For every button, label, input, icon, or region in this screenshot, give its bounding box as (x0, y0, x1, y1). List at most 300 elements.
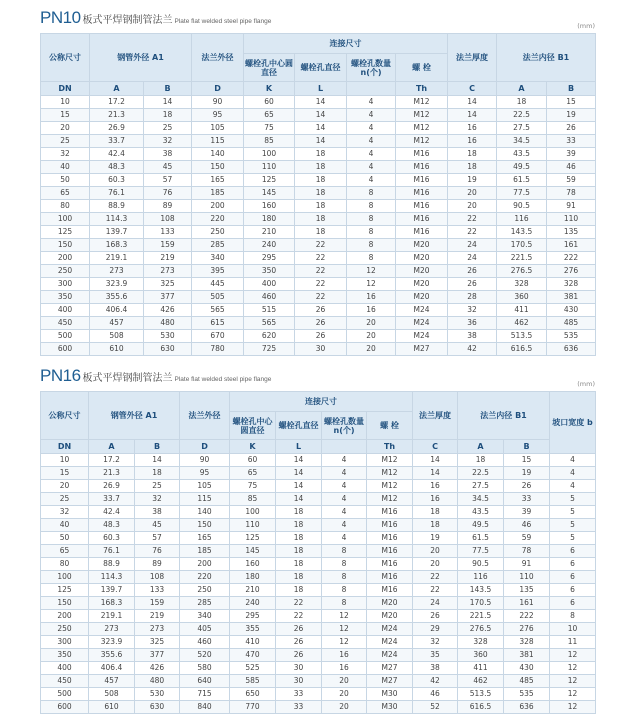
table-cell: 78 (547, 187, 596, 200)
table-cell: 46 (413, 688, 458, 701)
table-cell: 18 (276, 571, 322, 584)
table-cell: M16 (367, 584, 413, 597)
table-cell: 49.5 (497, 161, 547, 174)
table-cell: 508 (89, 688, 135, 701)
table-cell: M24 (367, 649, 413, 662)
table-cell: 185 (192, 187, 244, 200)
table-cell: 90.5 (458, 558, 504, 571)
table-cell: 600 (41, 701, 89, 714)
table-cell: 76.1 (90, 187, 144, 200)
table-cell: 100 (41, 571, 89, 584)
table-cell: 16 (413, 493, 458, 506)
table-row (41, 584, 596, 597)
table-cell: 22 (295, 291, 347, 304)
table-cell: 5 (550, 519, 596, 532)
table-cell: 406.4 (89, 662, 135, 675)
table-cell: 616.5 (458, 701, 504, 714)
pn16-title (40, 367, 271, 388)
table-cell: 535 (504, 688, 550, 701)
table-cell: 42.4 (89, 506, 135, 519)
table-cell: 285 (180, 597, 230, 610)
table-cell: M12 (367, 454, 413, 467)
table-cell: M30 (367, 701, 413, 714)
table-cell: 14 (413, 467, 458, 480)
table-cell: 14 (448, 96, 497, 109)
table-cell: M16 (396, 174, 448, 187)
table-cell: 12 (322, 636, 367, 649)
pn10-sym-c: C (448, 82, 497, 96)
table-row (41, 506, 596, 519)
table-cell: 180 (230, 571, 276, 584)
table-cell: 140 (180, 506, 230, 519)
pn16-header-thickness: 法兰厚度 (413, 392, 458, 440)
table-cell: 114.3 (89, 571, 135, 584)
table-cell: 26 (448, 265, 497, 278)
table-cell: 18 (295, 187, 347, 200)
table-cell: 150 (192, 161, 244, 174)
table-cell: 133 (135, 584, 180, 597)
table-cell: 325 (135, 636, 180, 649)
table-cell: 10 (41, 96, 90, 109)
table-cell: 115 (180, 493, 230, 506)
table-cell: 410 (230, 636, 276, 649)
table-cell: 4 (322, 519, 367, 532)
pn10-header-inner: 法兰内径 B1 (497, 34, 596, 82)
table-cell: 88.9 (90, 200, 144, 213)
table-cell: M12 (396, 135, 448, 148)
table-cell: 26 (295, 317, 347, 330)
table-cell: 65 (41, 187, 90, 200)
pn10-sym-dn: DN (41, 82, 90, 96)
table-cell: 12 (550, 688, 596, 701)
table-cell: 276.5 (458, 623, 504, 636)
pn16-sym-a: A (89, 440, 135, 454)
table-cell: 145 (230, 545, 276, 558)
table-row (41, 161, 596, 174)
table-cell: 20 (322, 675, 367, 688)
table-cell: 610 (90, 343, 144, 356)
pn10-sym-n (347, 82, 396, 96)
table-cell: 8 (322, 545, 367, 558)
pn10-table-body (41, 96, 596, 356)
table-cell: 200 (41, 610, 89, 623)
table-cell: 6 (550, 545, 596, 558)
table-row (41, 226, 596, 239)
table-cell: 150 (180, 519, 230, 532)
table-cell: 150 (41, 239, 90, 252)
table-cell: 457 (90, 317, 144, 330)
table-cell: 52 (413, 701, 458, 714)
table-row (41, 278, 596, 291)
table-cell: 480 (144, 317, 192, 330)
table-cell: 33.7 (89, 493, 135, 506)
table-cell: 406.4 (90, 304, 144, 317)
table-row (41, 701, 596, 714)
table-cell: 165 (192, 174, 244, 187)
table-cell: 170.5 (458, 597, 504, 610)
table-cell: M16 (396, 161, 448, 174)
table-cell: 8 (322, 558, 367, 571)
table-cell: M20 (396, 239, 448, 252)
table-cell: 22 (295, 239, 347, 252)
table-cell: 221.5 (458, 610, 504, 623)
table-cell: 18 (448, 148, 497, 161)
table-cell: 4 (322, 467, 367, 480)
table-cell: 18 (276, 532, 322, 545)
table-cell: 45 (144, 161, 192, 174)
table-cell: 18 (448, 161, 497, 174)
table-cell: 426 (135, 662, 180, 675)
table-cell: 16 (448, 135, 497, 148)
table-cell: M12 (396, 122, 448, 135)
table-cell: 50 (41, 532, 89, 545)
table-cell: 30 (276, 662, 322, 675)
table-cell: 18 (276, 519, 322, 532)
table-cell: 80 (41, 200, 90, 213)
table-cell: 8 (347, 239, 396, 252)
table-cell: 75 (230, 480, 276, 493)
table-cell: 8 (347, 252, 396, 265)
table-cell: 276 (547, 265, 596, 278)
table-cell: 57 (144, 174, 192, 187)
table-cell: 770 (230, 701, 276, 714)
table-cell: 4 (550, 454, 596, 467)
table-cell: M16 (396, 148, 448, 161)
table-cell: 24 (448, 252, 497, 265)
pn16-table-body (41, 454, 596, 714)
table-cell: 450 (41, 675, 89, 688)
table-cell: 65 (41, 545, 89, 558)
table-cell: 10 (550, 623, 596, 636)
table-cell: 46 (547, 161, 596, 174)
table-cell: 513.5 (458, 688, 504, 701)
table-cell: 500 (41, 688, 89, 701)
table-cell: 636 (547, 343, 596, 356)
table-cell: M24 (396, 317, 448, 330)
pn10-sym-k: K (244, 82, 295, 96)
table-cell: M20 (396, 252, 448, 265)
table-cell: 24 (413, 597, 458, 610)
table-cell: 276 (504, 623, 550, 636)
table-cell: 715 (180, 688, 230, 701)
table-cell: 116 (497, 213, 547, 226)
table-cell: 400 (41, 304, 90, 317)
table-cell: 620 (244, 330, 295, 343)
table-cell: 26 (413, 610, 458, 623)
table-cell: 20 (347, 343, 396, 356)
pn10-header-nominal: 公称尺寸 (41, 34, 90, 82)
table-cell: 43.5 (497, 148, 547, 161)
table-cell: 139.7 (89, 584, 135, 597)
pn16-title-cn: 板式平焊钢制管法兰 (82, 373, 173, 384)
table-cell: M12 (367, 480, 413, 493)
table-cell: 160 (230, 558, 276, 571)
table-cell: 25 (135, 480, 180, 493)
table-cell: 26.9 (90, 122, 144, 135)
table-row (41, 213, 596, 226)
pn16-header-bevel: 坡口宽度 b (550, 392, 596, 454)
table-cell: 145 (244, 187, 295, 200)
table-cell: 505 (192, 291, 244, 304)
pn10-header-flange-od: 法兰外径 (192, 34, 244, 82)
pn10-sym-l: L (295, 82, 347, 96)
table-cell: 355 (230, 623, 276, 636)
table-cell: 65 (230, 467, 276, 480)
table-cell: 273 (90, 265, 144, 278)
table-cell: 355.6 (89, 649, 135, 662)
table-row (41, 252, 596, 265)
table-cell: 39 (504, 506, 550, 519)
table-cell: 411 (458, 662, 504, 675)
table-cell: 18 (295, 226, 347, 239)
table-cell: 323.9 (90, 278, 144, 291)
pn10-section (40, 10, 595, 356)
table-cell: M27 (396, 343, 448, 356)
table-cell: 18 (276, 545, 322, 558)
table-cell: M24 (396, 304, 448, 317)
pn16-sym-n (322, 440, 367, 454)
table-cell: 150 (41, 597, 89, 610)
table-cell: 140 (192, 148, 244, 161)
table-cell: 4 (322, 454, 367, 467)
table-cell: 22.5 (458, 467, 504, 480)
table-cell: 8 (347, 187, 396, 200)
table-cell: 89 (144, 200, 192, 213)
pn10-sym-th: Th (396, 82, 448, 96)
table-cell: 360 (458, 649, 504, 662)
table-cell: 285 (192, 239, 244, 252)
table-cell: 273 (135, 623, 180, 636)
table-cell: 159 (144, 239, 192, 252)
table-row (41, 330, 596, 343)
table-cell: M16 (396, 213, 448, 226)
table-row (41, 597, 596, 610)
table-cell: 28 (448, 291, 497, 304)
pn10-sym-inner-b: B (547, 82, 596, 96)
table-cell: 328 (547, 278, 596, 291)
table-cell: 340 (192, 252, 244, 265)
table-cell: 21.3 (89, 467, 135, 480)
table-cell: 30 (276, 675, 322, 688)
table-cell: 100 (41, 213, 90, 226)
table-cell: 14 (413, 454, 458, 467)
table-cell: 12 (550, 675, 596, 688)
table-cell: 19 (504, 467, 550, 480)
table-cell: 4 (322, 493, 367, 506)
pn10-header-pipe-od: 钢管外径 A1 (90, 34, 192, 82)
table-cell: 20 (413, 545, 458, 558)
table-cell: 725 (244, 343, 295, 356)
table-cell: 328 (504, 636, 550, 649)
table-row (41, 109, 596, 122)
table-cell: 30 (295, 343, 347, 356)
table-cell: M27 (367, 662, 413, 675)
table-cell: 445 (192, 278, 244, 291)
table-cell: 12 (347, 278, 396, 291)
table-cell: 430 (547, 304, 596, 317)
table-cell: M20 (396, 291, 448, 304)
table-cell: 219 (144, 252, 192, 265)
table-cell: 90 (192, 96, 244, 109)
table-cell: 565 (244, 317, 295, 330)
table-cell: 18 (295, 161, 347, 174)
table-cell: 26 (504, 480, 550, 493)
table-cell: 240 (244, 239, 295, 252)
table-cell: 19 (413, 532, 458, 545)
table-cell: 6 (550, 558, 596, 571)
table-cell: 615 (192, 317, 244, 330)
table-cell: 18 (295, 174, 347, 187)
table-cell: 185 (180, 545, 230, 558)
table-cell: M12 (367, 493, 413, 506)
table-cell: 89 (135, 558, 180, 571)
table-cell: M20 (367, 597, 413, 610)
table-cell: 40 (41, 161, 90, 174)
table-cell: 4 (347, 135, 396, 148)
table-cell: 457 (89, 675, 135, 688)
table-cell: 200 (180, 558, 230, 571)
table-cell: 18 (144, 109, 192, 122)
table-row (41, 480, 596, 493)
table-cell: 26.9 (89, 480, 135, 493)
table-cell: 480 (135, 675, 180, 688)
table-cell: 38 (413, 662, 458, 675)
pn16-header-connection: 连接尺寸 (230, 392, 413, 412)
table-cell: 220 (192, 213, 244, 226)
table-cell: 91 (504, 558, 550, 571)
table-cell: 135 (504, 584, 550, 597)
table-cell: 360 (497, 291, 547, 304)
table-cell: 24 (448, 239, 497, 252)
table-cell: 14 (448, 109, 497, 122)
table-cell: 18 (295, 200, 347, 213)
table-cell: 125 (41, 226, 90, 239)
table-cell: 328 (458, 636, 504, 649)
table-cell: 90 (180, 454, 230, 467)
table-row (41, 200, 596, 213)
table-cell: 110 (547, 213, 596, 226)
table-cell: 32 (135, 493, 180, 506)
table-cell: 20 (41, 480, 89, 493)
pn10-title-en: Plate flat welded steel pipe flange (174, 18, 272, 25)
table-cell: 485 (504, 675, 550, 688)
table-cell: 115 (192, 135, 244, 148)
pn16-sym-inner-a: A (458, 440, 504, 454)
table-cell: 508 (90, 330, 144, 343)
pn10-unit: (mm) (577, 22, 595, 30)
table-cell: M16 (396, 187, 448, 200)
table-cell: 15 (41, 109, 90, 122)
table-row (41, 174, 596, 187)
pn16-header-pipe-od: 钢管外径 A1 (89, 392, 180, 440)
table-row (41, 662, 596, 675)
table-cell: M16 (367, 519, 413, 532)
table-cell: 200 (41, 252, 90, 265)
table-cell: M24 (396, 330, 448, 343)
table-row (41, 135, 596, 148)
table-cell: 400 (244, 278, 295, 291)
table-cell: 33 (276, 701, 322, 714)
table-cell: 76 (135, 545, 180, 558)
table-cell: 77.5 (458, 545, 504, 558)
table-cell: 139.7 (90, 226, 144, 239)
table-cell: 350 (41, 649, 89, 662)
table-cell: 18 (295, 148, 347, 161)
table-cell: 18 (497, 96, 547, 109)
table-cell: 630 (144, 343, 192, 356)
table-cell: 4 (347, 96, 396, 109)
table-cell: 426 (144, 304, 192, 317)
pn10-title-row (40, 10, 595, 30)
table-cell: 5 (550, 493, 596, 506)
table-cell: 26 (295, 330, 347, 343)
table-cell: 22 (295, 265, 347, 278)
pn16-header-bolt-hole: 螺栓孔直径 (276, 412, 322, 440)
table-cell: 110 (504, 571, 550, 584)
table-cell: 12 (550, 662, 596, 675)
table-cell: 462 (458, 675, 504, 688)
table-cell: M27 (367, 675, 413, 688)
table-cell: 33 (276, 688, 322, 701)
pn10-title (40, 9, 271, 30)
table-cell: 210 (230, 584, 276, 597)
table-cell: 430 (504, 662, 550, 675)
table-cell: 462 (497, 317, 547, 330)
table-cell: 4 (550, 467, 596, 480)
table-cell: M20 (367, 610, 413, 623)
table-cell: 61.5 (458, 532, 504, 545)
table-row (41, 96, 596, 109)
table-cell: 16 (413, 480, 458, 493)
table-cell: M16 (396, 226, 448, 239)
table-cell: M12 (396, 96, 448, 109)
table-cell: 61.5 (497, 174, 547, 187)
table-row (41, 636, 596, 649)
table-cell: 59 (547, 174, 596, 187)
table-cell: 12 (550, 649, 596, 662)
table-cell: 535 (547, 330, 596, 343)
table-cell: 80 (41, 558, 89, 571)
table-cell: 125 (244, 174, 295, 187)
table-cell: 295 (230, 610, 276, 623)
table-row (41, 558, 596, 571)
pn16-header-bolt: 螺 栓 (367, 412, 413, 440)
table-cell: M16 (367, 558, 413, 571)
table-cell: 18 (135, 467, 180, 480)
table-cell: 20 (347, 330, 396, 343)
table-cell: 22 (295, 252, 347, 265)
table-cell: 14 (276, 480, 322, 493)
table-cell: 580 (180, 662, 230, 675)
table-cell: 5 (550, 532, 596, 545)
table-cell: 16 (322, 649, 367, 662)
table-cell: 48.3 (89, 519, 135, 532)
table-cell: 20 (322, 701, 367, 714)
table-cell: 26 (276, 649, 322, 662)
table-cell: 5 (550, 506, 596, 519)
pn10-header-bolt-hole: 螺栓孔直径 (295, 54, 347, 82)
table-cell: 125 (230, 532, 276, 545)
table-cell: 17.2 (90, 96, 144, 109)
table-cell: 91 (547, 200, 596, 213)
table-cell: 12 (550, 701, 596, 714)
table-cell: 14 (276, 493, 322, 506)
table-cell: 133 (144, 226, 192, 239)
table-cell: 8 (322, 584, 367, 597)
pn16-sym-c: C (413, 440, 458, 454)
table-cell: 159 (135, 597, 180, 610)
table-cell: 20 (347, 317, 396, 330)
